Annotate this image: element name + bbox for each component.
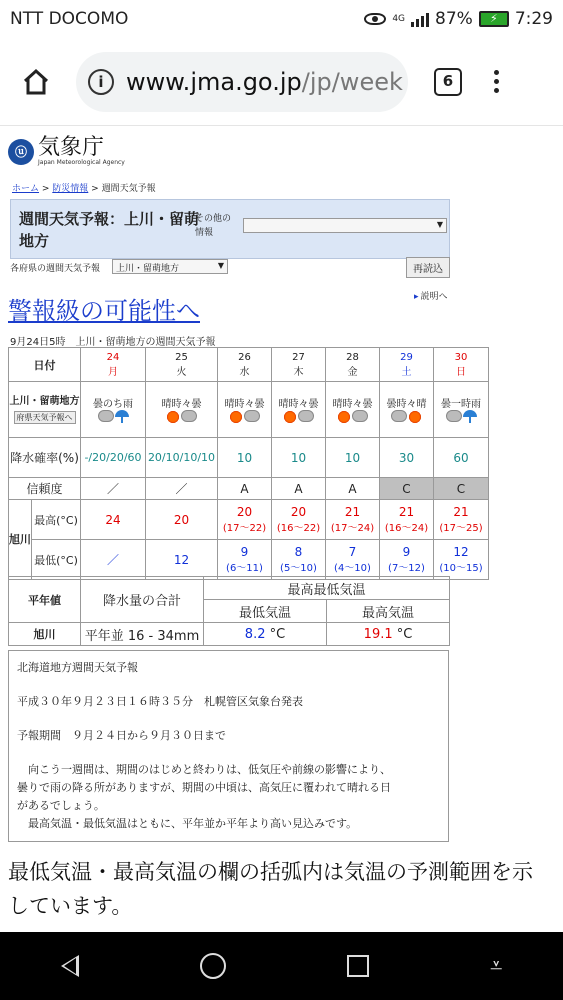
forecast-text-box — [8, 650, 449, 842]
normal-max-cell — [327, 623, 450, 646]
page-title: 週間天気予報：上川・留萌地方 — [19, 210, 200, 250]
day-header — [380, 348, 434, 382]
day-weekday: 日 — [456, 366, 466, 378]
sun-icon — [337, 410, 351, 424]
title-box — [10, 199, 450, 259]
day-weekday: 火 — [176, 366, 187, 378]
region-cell-label: 上川・留萌地方 — [9, 396, 80, 407]
breadcrumb-disaster[interactable]: 防災情報 — [52, 184, 89, 194]
notification-pull-icon[interactable]: ⩡ — [489, 953, 503, 979]
forecast-body: 最高気温・最低気温はともに、平年並か平年より高い見込みです。 — [17, 817, 358, 830]
max-temp: 20 — [290, 505, 307, 519]
date-header: 日付 — [9, 348, 81, 382]
reliability-value: C — [434, 478, 489, 500]
breadcrumb-sep: > — [88, 184, 102, 194]
max-temp-cell — [272, 500, 326, 540]
url-host: www.jma.go.jp — [126, 67, 302, 96]
forecast-title: 北海道地方週間天気予報 — [17, 661, 138, 674]
cloud-icon — [446, 410, 462, 422]
day-number: 24 — [106, 351, 120, 363]
max-temp-cell — [81, 500, 146, 540]
min-temp: 9 — [240, 545, 249, 559]
unit: °C — [396, 626, 413, 642]
pop-value: -/20/20/60 — [81, 438, 146, 478]
normal-max-value: 19.1 — [363, 626, 393, 642]
min-temp-cell — [326, 540, 380, 580]
weather-cell — [81, 382, 146, 438]
eye-comfort-icon — [364, 13, 386, 25]
home-icon — [21, 67, 51, 97]
min-temp-label: 最低(°C) — [32, 540, 81, 580]
reliability-value: ／ — [81, 478, 146, 500]
warning-link[interactable]: 警報級の可能性へ — [8, 297, 200, 325]
prefecture-forecast-button[interactable]: 府県天気予報へ — [14, 411, 76, 424]
home-circle-icon[interactable] — [200, 953, 226, 979]
pop-label: 降水確率(%) — [9, 438, 81, 478]
min-temp-cell — [81, 540, 146, 580]
max-temp: 20 — [173, 512, 190, 527]
cloud-icon — [244, 410, 260, 422]
reliability-value: A — [272, 478, 326, 500]
home-button[interactable] — [14, 60, 58, 104]
umbrella-icon — [115, 410, 129, 424]
reliability-value: A — [326, 478, 380, 500]
max-temp-cell — [326, 500, 380, 540]
weather-text: 曇時々晴 — [386, 398, 427, 410]
more-menu-icon[interactable] — [494, 70, 499, 93]
region-cell — [9, 382, 81, 438]
max-temp: 24 — [105, 512, 121, 527]
other-info-select[interactable] — [243, 218, 447, 233]
max-temp-cell — [218, 500, 272, 540]
day-number: 28 — [346, 351, 359, 363]
sun-icon — [166, 410, 180, 424]
day-number: 29 — [400, 351, 413, 363]
weather-text: 晴時々曇 — [332, 398, 373, 410]
max-temp: 21 — [344, 505, 361, 519]
forecast-period: 予報期間 ９月２４日から９月３０日まで — [17, 729, 226, 742]
dropdown-arrow-icon: ▼ — [217, 261, 224, 270]
max-temp-cell — [380, 500, 434, 540]
max-temp-range: (17〜22) — [222, 523, 267, 534]
forecast-issued: 平成３０年９月２３日１６時３５分 札幌管区気象台発表 — [17, 695, 303, 708]
day-number: 30 — [454, 351, 468, 363]
min-temp-cell — [380, 540, 434, 580]
weather-text: 晴時々曇 — [224, 398, 265, 410]
pop-value: 30 — [380, 438, 434, 478]
max-temp: 21 — [398, 505, 415, 519]
network-type: 4G — [392, 14, 406, 24]
reliability-label: 信頼度 — [9, 478, 81, 500]
day-weekday: 月 — [108, 366, 118, 378]
weather-cell — [326, 382, 380, 438]
min-temp-range: (4〜10) — [334, 563, 371, 574]
min-temp-cell — [146, 540, 218, 580]
region-select-value: 上川・留萌地方 — [116, 264, 180, 274]
signal-icon — [411, 11, 429, 27]
day-number: 26 — [238, 351, 251, 363]
day-header — [272, 348, 326, 382]
max-temp-range: (17〜24) — [330, 523, 375, 534]
sun-icon — [408, 410, 422, 424]
recents-icon[interactable] — [347, 955, 369, 977]
day-header — [146, 348, 218, 382]
cloud-icon — [352, 410, 368, 422]
jma-logo[interactable] — [8, 137, 125, 166]
forecast-body: があるでしょう。 — [17, 799, 105, 812]
forecast-body: 曇りで雨の降る所がありますが、期間の中頃は、高気圧に覆われて晴れる日 — [17, 781, 391, 794]
other-info-label: その他の情報 — [195, 214, 232, 238]
status-bar — [0, 0, 563, 38]
normal-min-cell — [204, 623, 327, 646]
min-temp: ／ — [106, 553, 119, 567]
precip-label: 降水量の合計 — [81, 577, 204, 623]
battery-percent: 87% — [435, 9, 473, 29]
min-temp-cell — [218, 540, 272, 580]
reliability-value: C — [380, 478, 434, 500]
min-temp: 9 — [402, 545, 411, 559]
weather-cell — [434, 382, 489, 438]
tab-switcher-button[interactable]: 6 — [434, 68, 462, 96]
day-weekday: 水 — [239, 366, 250, 378]
logo-english: Japan Meteorological Agency — [38, 159, 125, 166]
normals-table — [8, 576, 450, 646]
weather-text: 晴時々曇 — [278, 398, 319, 410]
breadcrumb-sep: > — [39, 184, 53, 194]
temp-label: 最高最低気温 — [204, 577, 450, 600]
reload-button[interactable]: 再読込 — [406, 257, 450, 278]
min-temp-range: (5〜10) — [280, 563, 317, 574]
city-cell: 旭川 — [9, 500, 32, 580]
address-bar[interactable] — [76, 52, 408, 112]
day-header — [81, 348, 146, 382]
explain-link[interactable]: ▸ 説明へ — [414, 289, 448, 302]
day-header — [218, 348, 272, 382]
breadcrumb-home[interactable]: ホーム — [12, 184, 40, 194]
weekly-forecast-table — [8, 347, 489, 580]
logo-japanese: 気象庁 — [38, 135, 105, 160]
clock: 7:29 — [514, 9, 553, 29]
url-path: /jp/week — [301, 67, 403, 96]
jma-emblem-icon: ⓤ — [8, 139, 34, 165]
info-icon[interactable]: i — [88, 69, 114, 95]
weather-cell — [380, 382, 434, 438]
max-temp: 21 — [453, 505, 469, 519]
forecast-body: 向こう一週間は、期間のはじめと終わりは、低気圧や前線の影響により、 — [17, 763, 391, 776]
region-select[interactable] — [112, 259, 228, 274]
sun-icon — [229, 410, 243, 424]
normals-city: 旭川 — [9, 623, 81, 646]
day-header — [326, 348, 380, 382]
region-label: 各府県の週間天気予報 — [10, 264, 101, 274]
day-number: 25 — [175, 351, 188, 363]
day-weekday: 金 — [347, 366, 358, 378]
max-temp-range: (16〜22) — [276, 523, 321, 534]
precip-value: 平年並 16 - 34mm — [81, 623, 204, 646]
max-temp-cell — [146, 500, 218, 540]
system-nav-bar — [0, 932, 563, 1000]
umbrella-icon — [463, 410, 477, 424]
reliability-value: A — [218, 478, 272, 500]
pop-value: 20/10/10/10 — [146, 438, 218, 478]
normal-max-label: 最高気温 — [327, 600, 450, 623]
day-number: 27 — [292, 351, 305, 363]
min-temp-cell — [272, 540, 326, 580]
weather-text: 晴時々曇 — [161, 398, 202, 410]
unit: °C — [269, 626, 286, 642]
dropdown-arrow-icon: ▼ — [436, 220, 443, 229]
min-temp: 12 — [173, 552, 190, 567]
pop-value: 60 — [434, 438, 489, 478]
cloud-icon — [298, 410, 314, 422]
browser-toolbar — [0, 38, 563, 126]
back-icon[interactable] — [61, 955, 79, 977]
weather-text: 曇一時雨 — [441, 398, 481, 410]
min-temp-range: (7〜12) — [388, 563, 425, 574]
cloud-icon — [181, 410, 197, 422]
max-temp-range: (16〜24) — [384, 523, 429, 534]
normal-min-value: 8.2 — [244, 626, 266, 642]
pop-value: 10 — [218, 438, 272, 478]
battery-icon: ⚡ — [479, 11, 509, 27]
cloud-icon — [98, 410, 114, 422]
reliability-value: ／ — [146, 478, 218, 500]
max-temp-cell — [434, 500, 489, 540]
breadcrumb-current: 週間天気予報 — [101, 184, 156, 194]
sun-icon — [283, 410, 297, 424]
min-temp: 7 — [348, 545, 357, 559]
pop-value: 10 — [272, 438, 326, 478]
normal-min-label: 最低気温 — [204, 600, 327, 623]
day-header — [434, 348, 489, 382]
weather-text: 曇のち雨 — [93, 398, 133, 410]
max-temp: 20 — [236, 505, 253, 519]
min-temp-range: (10〜15) — [439, 563, 483, 574]
min-temp-range: (6〜11) — [226, 563, 263, 574]
weather-cell — [272, 382, 326, 438]
min-temp: 12 — [453, 545, 469, 559]
weather-cell — [146, 382, 218, 438]
day-weekday: 木 — [293, 366, 304, 378]
carrier-name: NTT DOCOMO — [10, 9, 129, 29]
min-temp-cell — [434, 540, 489, 580]
cloud-icon — [391, 410, 407, 422]
page-content — [0, 127, 563, 932]
breadcrumb — [12, 181, 156, 194]
normals-label: 平年値 — [9, 577, 81, 623]
pop-value: 10 — [326, 438, 380, 478]
region-row — [10, 257, 450, 277]
min-temp: 8 — [294, 545, 303, 559]
day-weekday: 土 — [401, 366, 412, 378]
range-note: 最低気温・最高気温の欄の括弧内は気温の予測範囲を示しています。 — [8, 860, 533, 918]
max-temp-label: 最高(°C) — [32, 500, 81, 540]
weather-cell — [218, 382, 272, 438]
forecast-subheading: 9月24日5時 上川・留萌地方の週間天気予報 — [10, 337, 216, 348]
max-temp-range: (17〜25) — [439, 523, 483, 534]
